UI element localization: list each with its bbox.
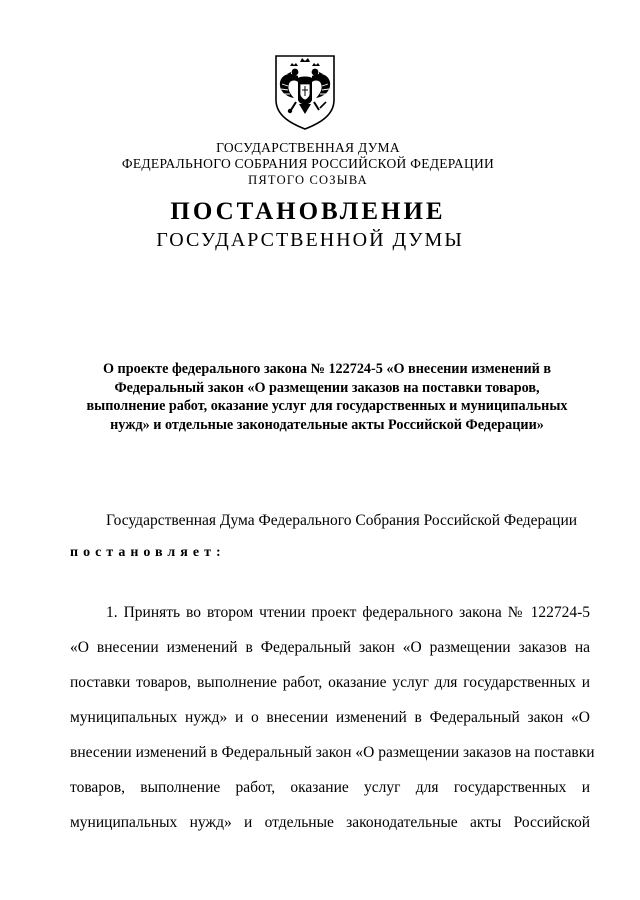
decides-word: постановляет: xyxy=(70,545,226,560)
org-name-line-2: ФЕДЕРАЛЬНОГО СОБРАНИЯ РОССИЙСКОЙ ФЕДЕРАЦИИ xyxy=(121,156,495,171)
subject-line: выполнение работ, оказание услуг для государственных и муниципальных xyxy=(86,398,568,414)
item-1-line: муниципальных нужд» и отдельные законодательные акты Российской xyxy=(70,814,590,831)
document-subtitle: ГОСУДАРСТВЕННОЙ ДУМЫ xyxy=(156,229,464,251)
document-title: ПОСТАНОВЛЕНИЕ xyxy=(170,198,446,225)
item-1-line: поставки товаров, выполнение работ, оказание услуг для государственных и xyxy=(70,674,590,691)
item-1-line: товаров, выполнение работ, оказание услуг для государственных и xyxy=(70,779,590,796)
convocation-line: ПЯТОГО СОЗЫВА xyxy=(248,173,368,187)
item-1-line: «О внесении изменений в Федеральный закон «О размещении заказов на xyxy=(70,639,590,656)
document-subject xyxy=(62,360,592,434)
item-1-line: 1. Принять во втором чтении проект федерального закона № 122724-5 xyxy=(106,604,590,621)
coat-of-arms-icon xyxy=(272,52,338,132)
org-name-line-1: ГОСУДАРСТВЕННАЯ ДУМА xyxy=(216,140,400,155)
subject-line: О проекте федерального закона № 122724-5 «О внесении изменений в xyxy=(102,361,552,377)
subject-line: нужд» и отдельные законодательные акты Российской Федерации» xyxy=(110,416,544,433)
item-1-line: внесении изменений в Федеральный закон «О размещении заказов на поставки xyxy=(70,744,595,761)
subject-line: Федеральный закон «О размещении заказов на поставки товаров, xyxy=(114,379,540,396)
item-1-line: муниципальных нужд» и о внесении изменений в Федеральный закон «О xyxy=(70,709,590,726)
intro-paragraph: Государственная Дума Федерального Собрания Российской Федерации xyxy=(106,512,578,529)
